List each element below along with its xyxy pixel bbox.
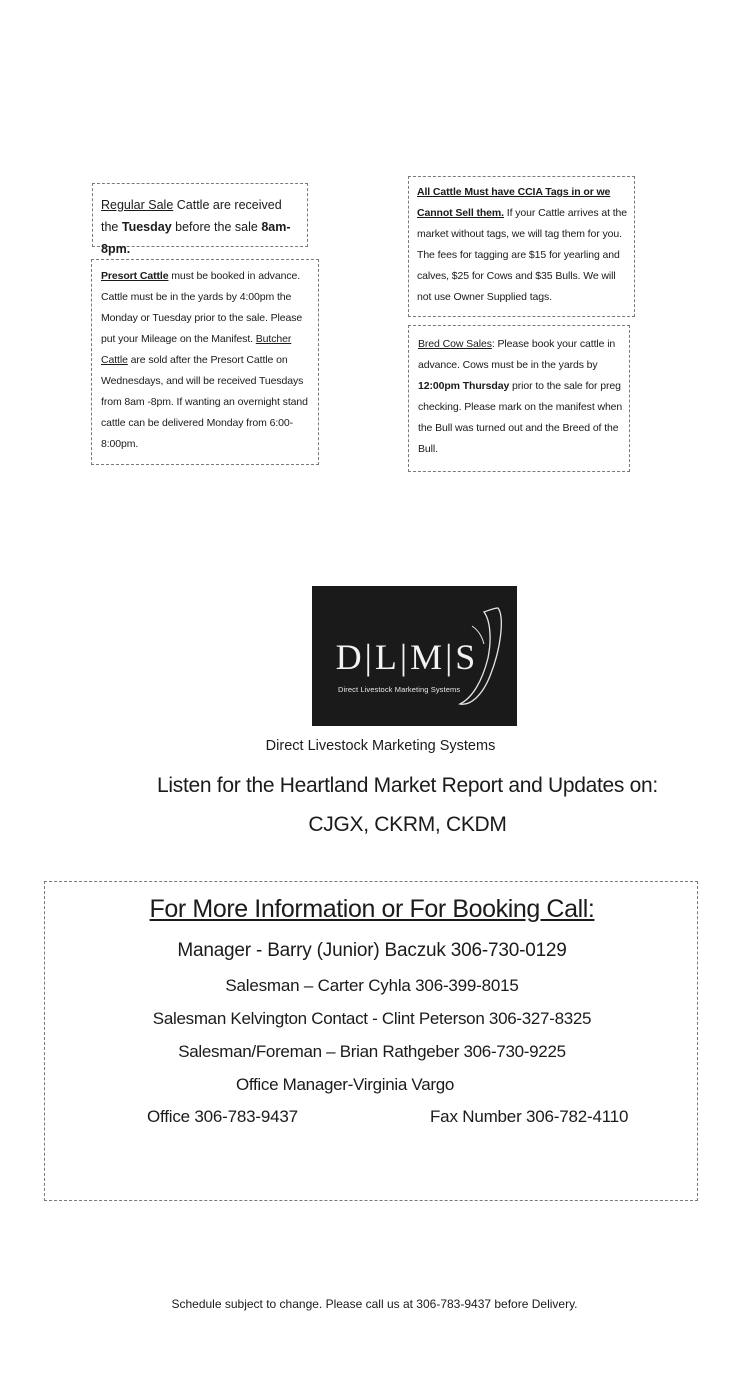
logo-tagline: Direct Livestock Marketing Systems xyxy=(338,685,461,694)
market-report-heading: Listen for the Heartland Market Report and Updates on: xyxy=(157,774,658,797)
bred-cow-text-1: : Please book your cattle in advance. Cows must be in the yards by xyxy=(418,338,616,371)
contact-heading: For More Information or For Booking Call: xyxy=(149,895,595,923)
regular-sale-day: Tuesday xyxy=(121,220,172,234)
dlms-logo xyxy=(312,586,517,726)
ccia-tags-heading: All Cattle Must have CCIA Tags in or we Cannot Sell them. xyxy=(417,186,611,219)
regular-sale-label: Regular Sale xyxy=(101,198,174,212)
regular-sale-text-2: before the sale xyxy=(171,220,262,234)
regular-sale-text-1: Cattle are received the xyxy=(101,198,282,234)
manager-contact: Manager - Barry (Junior) Baczuk 306-730-0129 xyxy=(177,940,567,961)
ccia-tags-text: If your Cattle arrives at the market without tags, we will tag them for you. The fees for tagging are $15 for yearling and calves, $25 for Cows and $35 Bulls. We will not use Owner Supplied tags. xyxy=(417,207,628,303)
bred-cow-text-2: prior to the sale for preg checking. Please mark on the manifest when the Bull was turned out and the Breed of the Bull. xyxy=(418,380,623,455)
footer-note: Schedule subject to change. Please call us at 306-783-9437 before Delivery. xyxy=(171,1297,578,1311)
office-phone: Office 306-783-9437 xyxy=(147,1107,298,1126)
regular-sale-time: 8am-8pm. xyxy=(101,220,291,256)
salesman-kelvington-contact: Salesman Kelvington Contact - Clint Peterson 306-327-8325 xyxy=(152,1009,592,1028)
fax-number: Fax Number 306-782-4110 xyxy=(430,1107,629,1126)
salesman-foreman-contact: Salesman/Foreman – Brian Rathgeber 306-730-9225 xyxy=(178,1042,566,1061)
radio-stations: CJGX, CKRM, CKDM xyxy=(308,813,507,836)
contact-info-box xyxy=(44,881,698,1201)
logo-swoosh-icon xyxy=(312,586,517,726)
logo-letters: D|L|M|S xyxy=(335,637,479,677)
regular-sale-box xyxy=(92,183,308,256)
presort-cattle-label: Presort Cattle xyxy=(101,270,169,282)
butcher-cattle-label: Butcher Cattle xyxy=(101,333,292,366)
logo-caption: Direct Livestock Marketing Systems xyxy=(265,738,496,754)
ccia-tags-box xyxy=(408,176,635,317)
office-manager: Office Manager-Virginia Vargo xyxy=(235,1075,455,1094)
presort-cattle-text-2: are sold after the Presort Cattle on Wednesdays, and will be received Tuesdays from 8am -8pm. If wanting an overnight stand cattle can be delivered Monday from 6:00-8:00pm. xyxy=(101,354,308,450)
bred-cow-sales-box xyxy=(408,325,630,472)
bred-cow-time: 12:00pm Thursday xyxy=(418,380,510,392)
bred-cow-sales-label: Bred Cow Sales xyxy=(418,338,492,350)
salesman-carter-contact: Salesman – Carter Cyhla 306-399-8015 xyxy=(225,976,519,995)
presort-cattle-text-1: must be booked in advance. Cattle must be in the yards by 4:00pm the Monday or Tuesday prior to the sale. Please put your Mileage on the Manifest. xyxy=(101,270,303,345)
presort-cattle-box xyxy=(91,259,319,465)
